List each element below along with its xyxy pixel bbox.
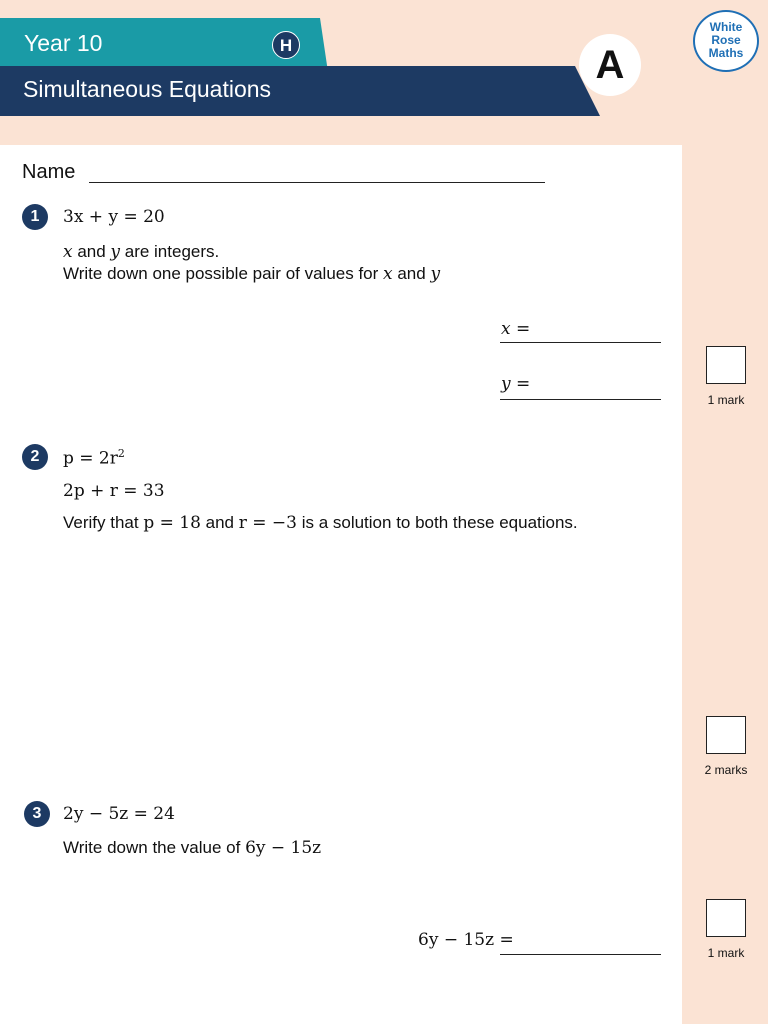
question-2-marks: 2 marks [704,763,748,777]
answer-line[interactable] [500,954,661,955]
question-2-text [63,513,578,533]
answer-y-line[interactable] [500,399,661,400]
text-instruction: Write down the value of [63,838,246,857]
logo-word-2: Rose [711,33,741,47]
question-1-mark-box[interactable] [706,346,746,384]
value-p: p = 18 [143,513,201,533]
grade-badge: A [579,34,641,96]
year-label: Year 10 [24,30,103,56]
question-1-number: 1 [22,204,48,230]
question-1-marks: 1 mark [707,393,745,407]
text-and: and [200,513,239,532]
answer-label: 6y − 15z = [418,930,514,950]
name-input-line[interactable] [89,182,545,183]
expression: 6y − 15z [245,838,322,858]
text-verify: Verify that [63,513,144,532]
logo-word-1: White [709,20,743,34]
var-x: x [63,242,73,262]
question-2-mark-box[interactable] [706,716,746,754]
white-rose-maths-logo [693,10,759,72]
var-y: y [430,264,441,284]
question-3-marks: 1 mark [707,946,745,960]
equation-exponent: 2 [117,447,125,460]
topic-title: Simultaneous Equations [23,76,272,102]
answer-y-label: y = [501,374,531,394]
question-1-text-line-2 [63,264,440,284]
equation-base: p = 2r [63,448,118,469]
logo-word-3: Maths [708,46,744,60]
question-1-text-line-1 [63,242,219,262]
question-3-mark-box[interactable] [706,899,746,937]
question-3-equation: 2y − 5z = 24 [63,804,175,824]
question-1-equation: 3x + y = 20 [63,207,165,227]
answer-x-label: x = [501,319,531,339]
answer-x-line[interactable] [500,342,661,343]
name-label: Name [22,161,76,183]
question-2-equation-1 [63,447,125,469]
text-and: and [72,242,111,261]
var-x: x [383,264,393,284]
text-instruction: Write down one possible pair of values for [63,264,384,283]
question-2-equation-2: 2p + r = 33 [63,481,165,501]
value-r: r = −3 [238,513,297,533]
question-2-number: 2 [22,444,48,470]
text-are-integers: are integers. [120,242,220,261]
higher-tier-badge: H [272,31,300,59]
text-solution: is a solution to both these equations. [296,513,578,532]
text-and: and [392,264,431,283]
var-y: y [110,242,121,262]
question-3-number: 3 [24,801,50,827]
question-3-text [63,838,321,858]
